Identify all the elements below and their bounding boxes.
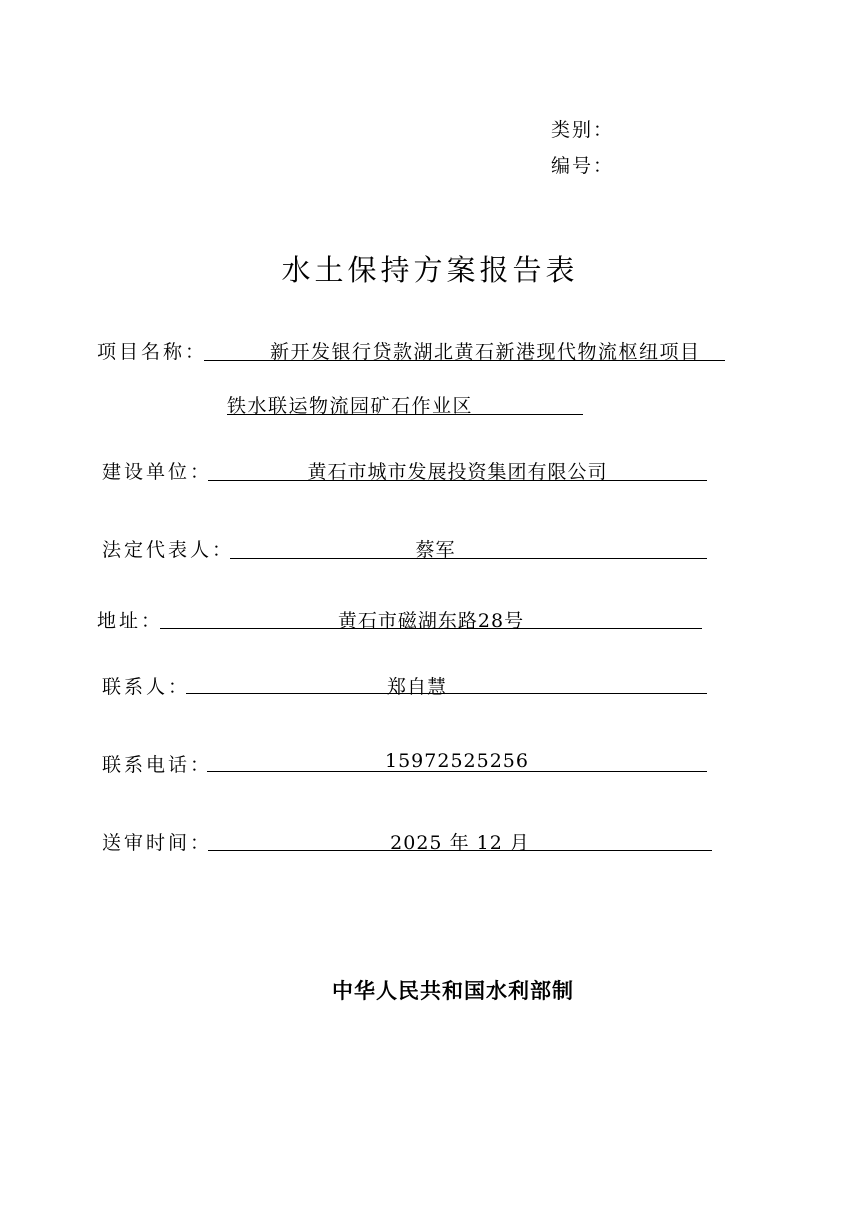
address-value: 黄石市磁湖东路28号 xyxy=(337,610,525,632)
submit-date-label: 送审时间： xyxy=(102,832,213,854)
page-title: 水土保持方案报告表 xyxy=(281,253,579,287)
project-name-value-line1: 新开发银行贷款湖北黄石新港现代物流枢纽项目 xyxy=(270,341,701,363)
phone-value: 15972525256 xyxy=(385,750,529,772)
legal-rep-label: 法定代表人： xyxy=(102,539,235,561)
category-label: 类别： xyxy=(551,119,615,141)
builder-label: 建设单位： xyxy=(102,461,213,483)
project-name-label: 项目名称： xyxy=(97,341,208,363)
contact-value: 郑自慧 xyxy=(386,676,447,698)
contact-label: 联系人： xyxy=(102,676,191,698)
address-label: 地址： xyxy=(97,610,164,632)
number-label: 编号： xyxy=(551,155,615,177)
builder-value: 黄石市城市发展投资集团有限公司 xyxy=(307,461,608,483)
issuer-footer: 中华人民共和国水利部制 xyxy=(332,979,574,1003)
legal-rep-value: 蔡军 xyxy=(415,539,456,561)
submit-date-value: 2025 年 12 月 xyxy=(390,832,530,854)
project-name-value-line2: 铁水联运物流园矿石作业区 xyxy=(227,395,474,417)
phone-label: 联系电话： xyxy=(102,754,213,776)
